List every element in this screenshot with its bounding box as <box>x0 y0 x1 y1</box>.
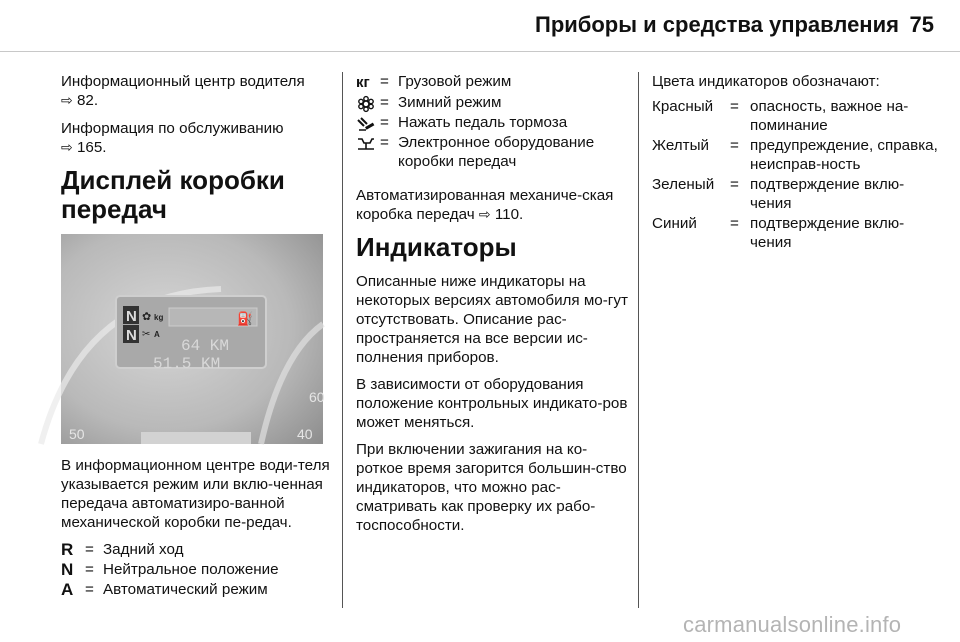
definition-key: A <box>61 580 74 599</box>
ref-page[interactable]: 82. <box>76 92 99 109</box>
definition-key: Зеленый <box>652 176 715 193</box>
xref-arrow-icon: ⇨ <box>61 140 73 156</box>
section-heading: Дисплей коробки передач <box>61 165 285 224</box>
gear-definitions <box>61 540 279 600</box>
colors-intro: Цвета индикаторов обозначают: <box>652 73 880 90</box>
brake-pedal-icon: ✂ <box>142 329 151 340</box>
watermark: carmanualsonline.info <box>683 612 902 637</box>
dial-label-right: 40 <box>297 426 313 442</box>
definition-row <box>61 580 279 600</box>
gear-indicator-top: N <box>126 308 137 325</box>
definition-row <box>652 214 942 253</box>
cross-reference-2 <box>61 119 331 158</box>
definition-row <box>61 540 279 560</box>
ref-page[interactable]: 110. <box>494 206 524 223</box>
body-paragraph: Автоматизированная механиче-ская коробка передач ⇨ 110. <box>356 187 614 223</box>
definition-value: опасность, важное на-поминание <box>750 98 909 134</box>
section-heading: Индикаторы <box>356 232 517 262</box>
page-header-title: Приборы и средства управления <box>535 12 899 37</box>
definition-equals: = <box>730 215 739 232</box>
definition-equals: = <box>380 134 389 151</box>
definition-value: Нейтральное положение <box>103 561 279 578</box>
definition-key: Желтый <box>652 137 709 154</box>
definition-value: Зимний режим <box>398 94 502 111</box>
definition-row <box>652 136 942 175</box>
display-line-1: 64 KM <box>181 337 230 355</box>
definition-value: подтверждение вклю-чения <box>750 176 905 212</box>
definition-value: Нажать педаль тормоза <box>398 114 568 131</box>
gearbox-display-photo <box>61 234 323 444</box>
display-auto-label: A <box>154 330 160 339</box>
ref-text: Информация по обслуживанию <box>61 120 284 137</box>
body-paragraph: В зависимости от оборудования положение контрольных индикато-ров может меняться. <box>356 376 628 431</box>
column-3 <box>652 72 942 253</box>
column-divider-2 <box>638 72 639 608</box>
dial-label-left: 50 <box>69 426 85 442</box>
definition-row <box>356 72 628 93</box>
definition-row <box>356 113 628 133</box>
definition-equals: = <box>380 94 389 111</box>
xref-arrow-icon: ⇨ <box>61 93 73 109</box>
column-1 <box>61 72 331 600</box>
display-line-2: 51.5 KM <box>153 355 221 373</box>
definition-equals: = <box>380 114 389 131</box>
body-paragraph: При включении зажигания на ко-роткое время загорится большин-ство индикаторов, что можно рас-сматривать как проверку их рабо-тоспособности. <box>356 441 627 534</box>
definition-equals: = <box>85 581 94 598</box>
column-2 <box>356 72 628 543</box>
definition-row <box>61 560 279 580</box>
xref-arrow-icon: ⇨ <box>478 207 491 223</box>
page-number: 75 <box>909 12 934 37</box>
mode-definitions <box>356 72 628 172</box>
definition-equals: = <box>730 98 739 115</box>
definition-key: N <box>61 560 74 579</box>
definition-value: Электронное оборудование коробки передач <box>398 134 595 170</box>
definition-equals: = <box>730 137 739 154</box>
header-rule <box>0 51 960 52</box>
gear-indicator-bottom: N <box>126 327 137 344</box>
display-kg-label: kg <box>154 313 164 322</box>
definition-row <box>356 93 628 113</box>
body-paragraph: В информационном центре води-теля указывается режим или вклю-ченная передача автоматизиро-ванной механической коробки пе-редач. <box>61 457 330 531</box>
definition-key: R <box>61 540 74 559</box>
brake-pedal-icon <box>356 113 380 133</box>
definition-value: подтверждение вклю-чения <box>750 215 905 251</box>
fuel-icon: ⛽ <box>237 311 254 326</box>
gearbox-electronics-icon <box>356 133 380 172</box>
definition-equals: = <box>730 176 739 193</box>
definition-row <box>652 97 942 136</box>
ref-text: Информационный центр водителя <box>61 73 305 90</box>
definition-row <box>652 175 942 214</box>
definition-key: Красный <box>652 98 714 115</box>
winter-mode-icon <box>356 93 380 113</box>
ref-page[interactable]: 165. <box>76 139 107 156</box>
definition-value: Грузовой режим <box>398 73 512 90</box>
dial-label-right-top: 60 <box>309 389 325 405</box>
definition-value: Автоматический режим <box>103 581 268 598</box>
definition-row <box>356 133 628 172</box>
definition-equals: = <box>380 73 389 90</box>
definition-key: Синий <box>652 215 697 232</box>
definition-equals: = <box>85 561 94 578</box>
definition-equals: = <box>85 541 94 558</box>
cargo-mode-icon: кг <box>356 74 370 91</box>
definition-value: Задний ход <box>103 541 184 558</box>
definition-value: предупреждение, справка, неисправ-ность <box>750 137 938 173</box>
winter-mode-icon: ✿ <box>142 311 152 323</box>
cross-reference-1 <box>61 72 331 111</box>
column-divider-1 <box>342 72 343 608</box>
color-definitions <box>652 97 942 253</box>
body-paragraph: Описанные ниже индикаторы на некоторых версиях автомобиля мо-гут отсутствовать. Описание рас-пространяется на все версии ис-полнения приборов. <box>356 273 628 366</box>
